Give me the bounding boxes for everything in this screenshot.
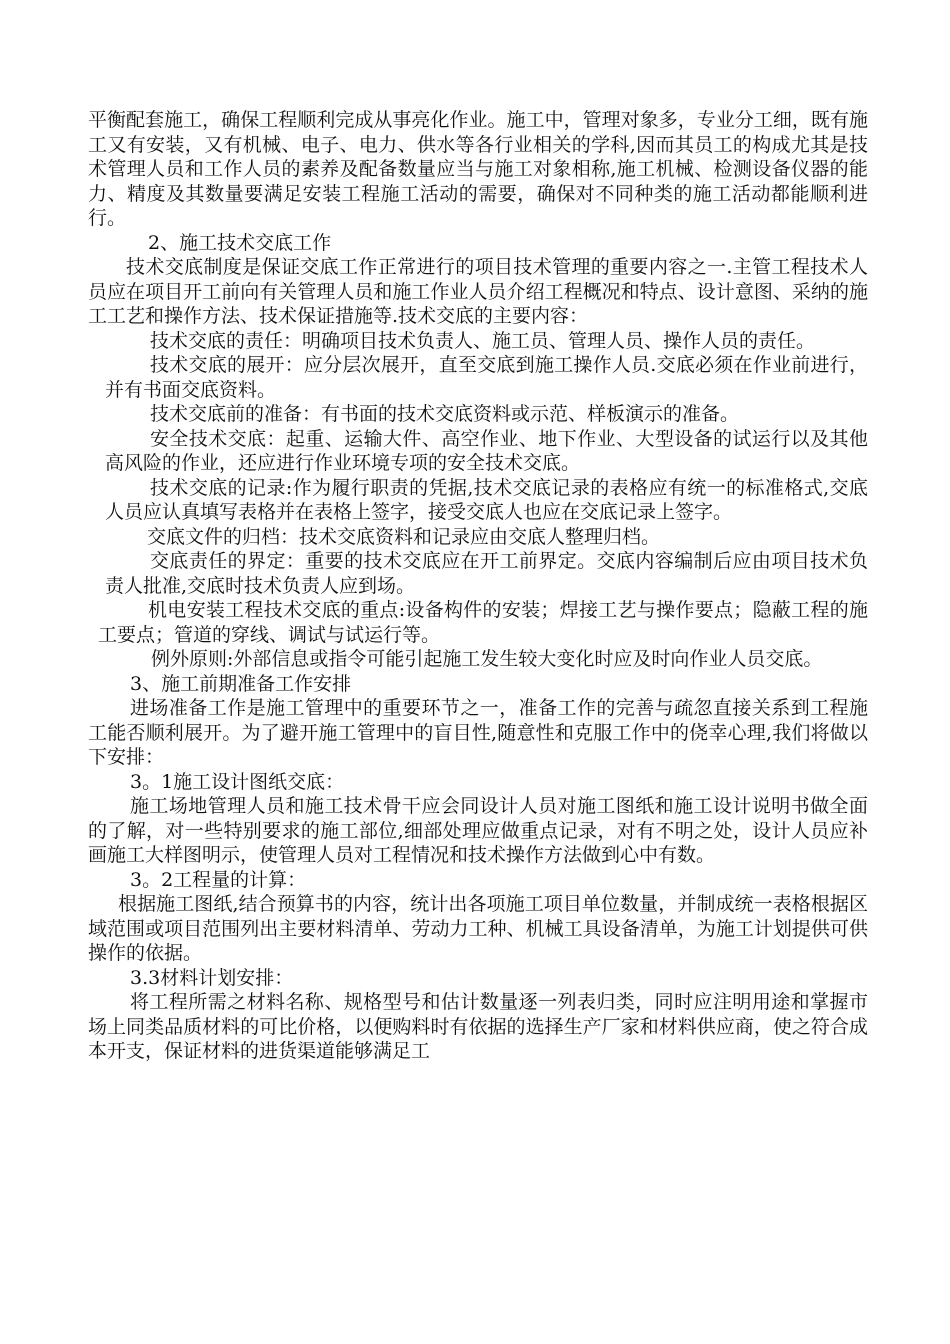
list-item: 技术交底的责任：明确项目技术负责人、施工员、管理人员、操作人员的责任。 (150, 329, 816, 352)
list-item: 例外原则:外部信息或指令可能引起施工发生较大变化时应及时向作业人员交底。 (151, 648, 823, 670)
subsection-heading: 3.3材料计划安排： (130, 966, 294, 989)
section-heading-2: 2、施工技术交底工作 (148, 231, 332, 254)
list-item: 机电安装工程技术交底的重点:设备构件的安装；焊接工艺与操作要点；隐蔽工程的施工要点；管道的穿线、调试与试运行等。 (98, 599, 868, 646)
list-item: 交底文件的归档：技术交底资料和记录应由交底人整理归档。 (147, 525, 661, 548)
paragraph: 技术交底制度是保证交底工作正常进行的项目技术管理的重要内容之一.主管工程技术人员应在项目开工前向有关管理人员和施工作业人员介绍工程概况和特点、设计意图、采纳的施工工艺和操作方法、技术保证措施等.技术交底的主要内容： (88, 256, 868, 327)
paragraph: 将工程所需之材料名称、规格型号和估计数量逐一列表归类，同时应注明用途和掌握市场上同类品质材料的可比价格，以便购料时有依据的选择生产厂家和材料供应商，使之符合成本开支，保证材料的进货渠道能够满足工 (88, 991, 868, 1062)
list-item: 技术交底前的准备：有书面的技术交底资料或示范、样板演示的准备。 (150, 403, 740, 425)
list-item: 交底责任的界定：重要的技术交底应在开工前界定。交底内容编制后应由项目技术负责人批准,交底时技术负责人应到场。 (105, 550, 868, 597)
subsection-heading: 3。1施工设计图纸交底： (130, 770, 345, 793)
list-item: 技术交底的展开：应分层次展开，直至交底到施工操作人员.交底必须在作业前进行，并有书面交底资料。 (105, 354, 868, 401)
list-item: 安全技术交底：起重、运输大件、高空作业、地下作业、大型设备的试运行以及其他高风险的作业，还应进行作业环境专项的安全技术交底。 (105, 427, 868, 474)
subsection-heading: 3。2工程量的计算： (130, 868, 307, 891)
document-body (88, 108, 868, 1064)
list-item: 技术交底的记录:作为履行职责的凭据,技术交底记录的表格应有统一的标准格式,交底人员应认真填写表格并在表格上签字，接受交底人也应在交底记录上签字。 (105, 476, 868, 523)
paragraph: 进场准备工作是施工管理中的重要环节之一，准备工作的完善与疏忽直接关系到工程施工能否顺利展开。为了避开施工管理中的盲目性,随意性和克服工作中的侥幸心理,我们将做以下安排： (88, 697, 868, 768)
paragraph: 平衡配套施工，确保工程顺利完成从事亮化作业。施工中，管理对象多，专业分工细，既有施工又有安装，又有机械、电子、电力、供水等各行业相关的学科,因而其员工的构成尤其是技术管理人员和工作人员的素养及配备数量应当与施工对象相称,施工机械、检测设备仪器的能力、精度及其数量要满足安装工程施工活动的需要，确保对不同种类的施工活动都能顺利进行。 (88, 109, 868, 229)
paragraph: 根据施工图纸,结合预算书的内容，统计出各项施工项目单位数量，并制成统一表格根据区域范围或项目范围列出主要材料清单、劳动力工种、机械工具设备清单，为施工计划提供可供操作的依据。 (88, 893, 868, 964)
section-heading-3: 3、施工前期准备工作安排 (130, 672, 352, 695)
paragraph: 施工场地管理人员和施工技术骨干应会同设计人员对施工图纸和施工设计说明书做全面的了解，对一些特别要求的施工部位,细部处理应做重点记录，对有不明之处，设计人员应补画施工大样图明示，使管理人员对工程情况和技术操作方法做到心中有数。 (88, 795, 868, 866)
